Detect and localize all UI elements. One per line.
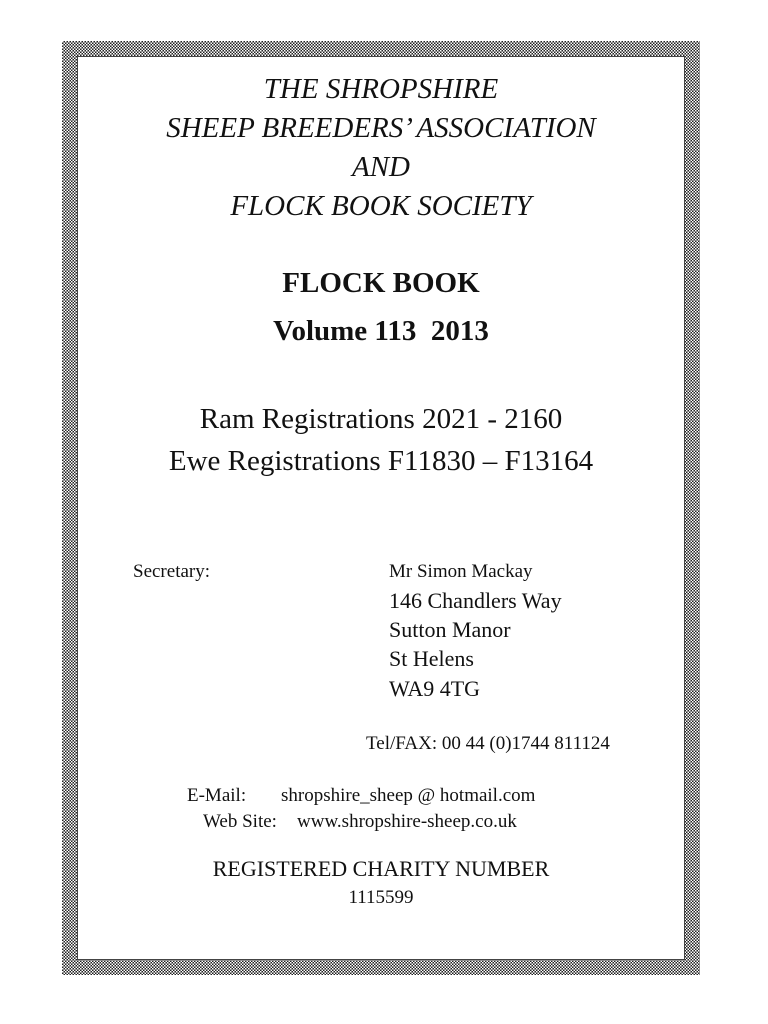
society-line-3: AND	[352, 151, 410, 183]
address-line-3: St Helens	[389, 646, 474, 671]
secretary-name: Mr Simon Mackay	[389, 561, 533, 582]
secretary-label: Secretary:	[133, 561, 211, 582]
email-address[interactable]: shropshire_sheep @ hotmail.com	[281, 785, 536, 806]
society-line-1: THE SHROPSHIRE	[263, 73, 499, 105]
charity-label: REGISTERED CHARITY NUMBER	[212, 856, 550, 881]
book-year: 2013	[430, 315, 489, 347]
website-link[interactable]: www.shropshire-sheep.co.uk	[297, 811, 517, 832]
address-line-4: WA9 4TG	[389, 676, 481, 701]
ewe-registrations: Ewe Registrations F11830 – F13164	[168, 445, 594, 477]
society-line-4: FLOCK BOOK SOCIETY	[230, 190, 532, 222]
book-volume-line	[62, 315, 700, 348]
address-line-2: Sutton Manor	[389, 617, 511, 642]
web-label: Web Site:	[203, 811, 277, 832]
address-line-1: 146 Chandlers Way	[389, 588, 562, 613]
book-volume: Volume 113	[273, 315, 417, 347]
ram-registrations: Ram Registrations 2021 - 2160	[199, 403, 563, 435]
society-line-2: SHEEP BREEDERS’ ASSOCIATION	[166, 112, 596, 144]
charity-number: 1115599	[348, 887, 414, 908]
telfax: Tel/FAX: 00 44 (0)1744 811124	[366, 733, 610, 754]
book-title: FLOCK BOOK	[282, 267, 480, 299]
email-label: E-Mail:	[187, 785, 247, 806]
